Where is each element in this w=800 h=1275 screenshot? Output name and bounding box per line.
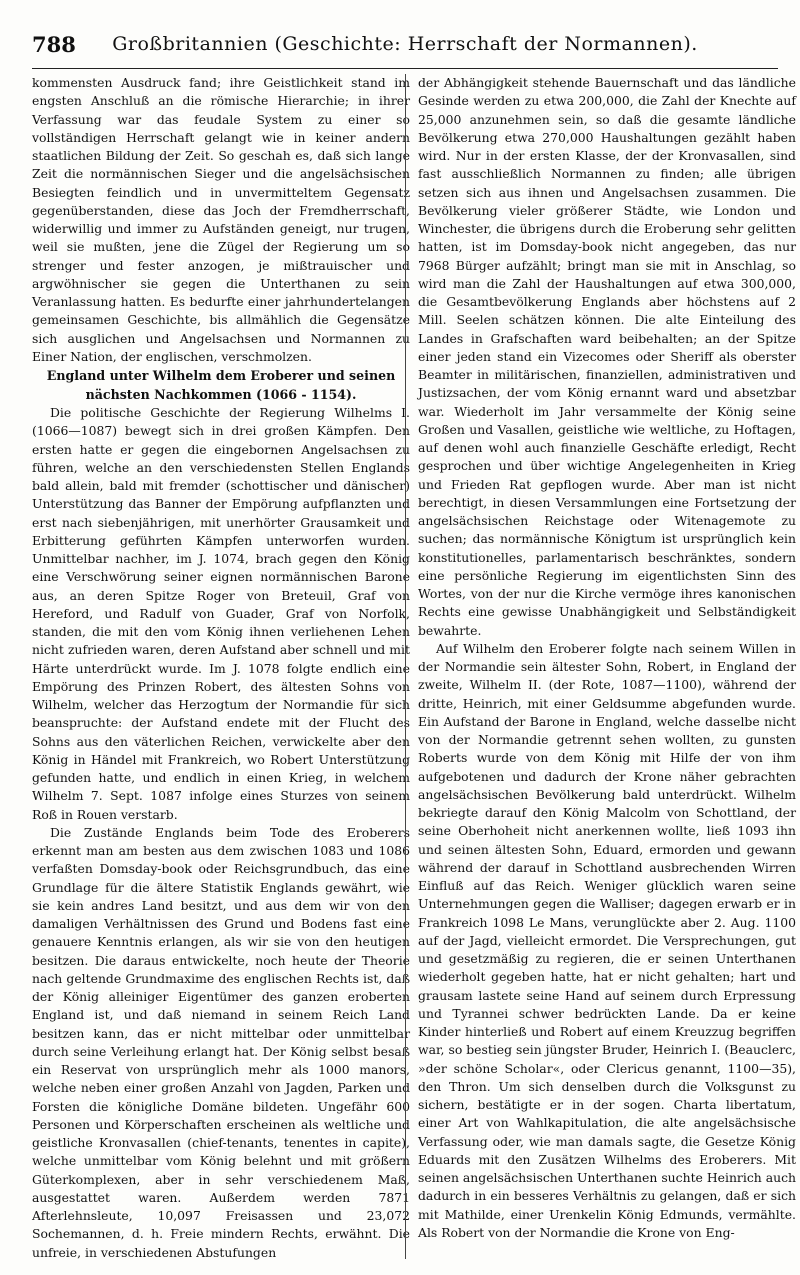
column-divider [405, 74, 406, 1259]
paragraph: Die Zustände Englands beim Tode des Eroberers erkennt man am besten aus dem zwischen 1083 und 1086 verfaßten Domsday-book oder Reichsgrundbuch, das eine Grundlage für die ältere Statistik Englands gewährt, wie sie kein andres Land besitzt, und aus dem wir von den damaligen Verhältnissen des Grund und Bodens fast eine genauere Kenntnis erlangen, als wir sie von den heutigen besitzen. Die daraus entwickelte, noch heute der Theorie nach geltende Grundmaxime des englischen Rechts ist, daß der König alleiniger Eigentümer des ganzen eroberten England ist, und daß niemand in seinem Reich Land besitzen kann, das er nicht mittelbar oder unmittelbar durch seine Verleihung erlangt hat. Der König selbst besaß ein Reservat von ursprünglich mehr als 1000 manors, welche neben einer großen Anzahl von Jagden, Parken und Forsten die königliche Domäne bildeten. Ungefähr 600 Personen und Körperschaften erscheinen als weltliche und geistliche Kronvasallen (chief-tenants, tenentes in capite), welche unmittelbar vom König belehnt und mit größern Güterkomplexen, aber in sehr verschiedenem Maß, ausgestattet waren. Außerdem werden 7871 Afterlehnsleute, 10,097 Freisassen und 23,072 Sochemannen, d. h. Freie mindern Rechts, erwähnt. Die unfreie, in verschiedenen Abstufungen [32, 824, 410, 1260]
paragraph: kommensten Ausdruck fand; ihre Geistlichkeit stand im engsten Anschluß an die römische Hierarchie; in ihrer Verfassung war das feudale System zu einer so vollständigen Herrschaft gelangt wie in keiner andern staatlichen Bildung der Zeit. So geschah es, daß sich lange Zeit die normännischen Sieger und die angelsächsischen Besiegten feindlich und in unvermitteltem Gegensatz gegenüberstanden, diese das Joch der Fremdherrschaft, widerwillig und immer zu Aufständen geneigt, nur trugen, weil sie mußten, jene die Zügel der Regierung um so strenger und fester anzogen, je mißtrauischer und argwöhnischer sie gegen die Unterthanen zu sein Veranlassung hatten. Es bedurfte einer jahrhundertelangen gemeinsamen Geschichte, bis allmählich die Gegensätze sich ausglichen und Angelsachsen und Normannen zu Einer Nation, der englischen, verschmolzen. [32, 75, 410, 364]
page-header [32, 32, 778, 66]
header-rule [32, 68, 778, 69]
right-column [418, 74, 796, 1242]
section-heading: England unter Wilhelm dem Eroberer und seinen nächsten Nachkommen (1066 - 1154). [46, 368, 396, 402]
paragraph: Die politische Geschichte der Regierung Wilhelms I. (1066—1087) bewegt sich in drei großen Kämpfen. Den ersten hatte er gegen die eingebornen Angelsachsen zu führen, welche an den verschiedensten Stellen Englands bald allein, bald mit fremder (schottischer und dänischer) Unterstützung das Banner der Empörung aufpflanzten und erst nach siebenjährigen, mit unerhörter Grausamkeit und Erbitterung geführten Kämpfen unterworfen wurden. Unmittelbar nachher, im J. 1074, brach gegen den König eine Verschwörung seiner eignen normännischen Barone aus, an deren Spitze Roger von Breteuil, Graf von Hereford, und Radulf von Guader, Graf von Norfolk, standen, die mit den vom König ihnen verliehenen Lehen nicht zufrieden waren, deren Aufstand aber schnell und mit Härte unterdrückt wurde. Im J. 1078 folgte endlich eine Empörung des Prinzen Robert, des ältesten Sohns von Wilhelm, welcher das Herzogtum der Normandie für sich beanspruchte: der Aufstand endete mit der Flucht des Sohns aus den väterlichen Reichen, verwickelte aber den König in Händel mit Frankreich, wo Robert Unterstützung gefunden hatte, und endlich in einen Krieg, in welchem Wilhelm 7. Sept. 1087 infolge eines Sturzes von seinem Roß in Rouen verstarb. [32, 405, 410, 822]
paragraph: der Abhängigkeit stehende Bauernschaft und das ländliche Gesinde werden zu etwa 200,000, die Zahl der Knechte auf 25,000 anzunehmen sein, so daß die gesamte ländliche Bevölkerung etwa 270,000 Haushaltungen gezählt haben wird. Nur in der ersten Klasse, der der Kronvasallen, sind fast ausschließlich Normannen zu finden; alle übrigen setzen sich aus ihnen und Angelsachsen zusammen. Die Bevölkerung vieler größerer Städte, wie London und Winchester, die übrigens durch die Eroberung sehr gelitten hatten, ist im Domsday-book nicht angegeben, das nur 7968 Bürger aufzählt; bringt man sie mit in Anschlag, so wird man die Zahl der Haushaltungen auf etwa 300,000, die Gesamtbevölkerung Englands aber höchstens auf 2 Mill. Seelen schätzen können. Die alte Einteilung des Landes in Grafschaften ward beibehalten; an der Spitze einer jeden stand ein Vizecomes oder Sheriff als oberster Beamter in militärischen, finanziellen, administrativen und Justizsachen, der vom König ernannt ward und absetzbar war. Wiederholt im Jahr versammelte der König seine Großen und Vasallen, geistliche wie weltliche, zu Hoftagen, auf denen wohl auch finanzielle Geschäfte erledigt, Recht gesprochen und über wichtige Angelegenheiten in Krieg und Frieden Rat gepflogen wurde. Aber man ist nicht berechtigt, in diesen Versammlungen eine Fortsetzung der angelsächsischen Reichstage oder Witenagemote zu suchen; das normännische Königtum ist ursprünglich kein konstitutionelles, parlamentarisch beschränktes, sondern eine persönliche Regierung im eigentlichsten Sinn des Wortes, von der nur die Kirche vermöge ihres kanonischen Rechts eine gewisse Unabhängigkeit und Selbständigkeit bewahrte. [418, 75, 796, 638]
paragraph: Auf Wilhelm den Eroberer folgte nach seinem Willen in der Normandie sein ältester Sohn, Robert, in England der zweite, Wilhelm II. (der Rote, 1087—1100), während der dritte, Heinrich, mit einer Geldsumme abgefunden wurde. Ein Aufstand der Barone in England, welche dasselbe nicht von der Normandie getrennt sehen wollten, zu gunsten Roberts wurde von dem König mit Hilfe der von ihm aufgebotenen und dadurch der Krone näher gebrachten angelsächsischen Bevölkerung bald unterdrückt. Wilhelm bekriegte darauf den König Malcolm von Schottland, der seine Oberhoheit nicht anerkennen wollte, ließ 1093 ihn und seinen ältesten Sohn, Eduard, ermorden und gewann während der darauf in Schottland ausbrechenden Wirren Einfluß auf das Reich. Weniger glücklich waren seine Unternehmungen gegen die Walliser; dagegen erwarb er in Frankreich 1098 Le Mans, verunglückte aber 2. Aug. 1100 auf der Jagd, vielleicht ermordet. Die Versprechungen, gut und gesetzmäßig zu regieren, die er seinen Unterthanen wiederholt gegeben hatte, hat er nicht gehalten; hart und grausam lastete seine Hand auf seinem durch Erpressung und Tyrannei schwer bedrückten Lande. Da er keine Kinder hinterließ und Robert auf einem Kreuzzug begriffen war, so bestieg sein jüngster Bruder, Heinrich I. (Beauclerc, »der schöne Scholar«, oder Clericus genannt, 1100—35), den Thron. Um sich denselben durch die Volksgunst zu sichern, bestätigte er in der sogen. Charta libertatum, einer Art von Wahlkapitulation, die alte angelsächsische Verfassung oder, wie man damals sagte, die Gesetze König Eduards mit den Zusätzen Wilhelms des Eroberers. Mit seinen angelsächsischen Unterthanen suchte Heinrich auch dadurch in ein besseres Verhältnis zu gelangen, daß er sich mit Mathilde, einer Urenkelin König Edmunds, vermählte. Als Robert von der Normandie die Krone von Eng- [418, 640, 796, 1240]
left-column [32, 74, 410, 1262]
page-number: 788 [32, 32, 76, 57]
running-head: Großbritannien (Geschichte: Herrschaft der Normannen). [112, 33, 698, 55]
